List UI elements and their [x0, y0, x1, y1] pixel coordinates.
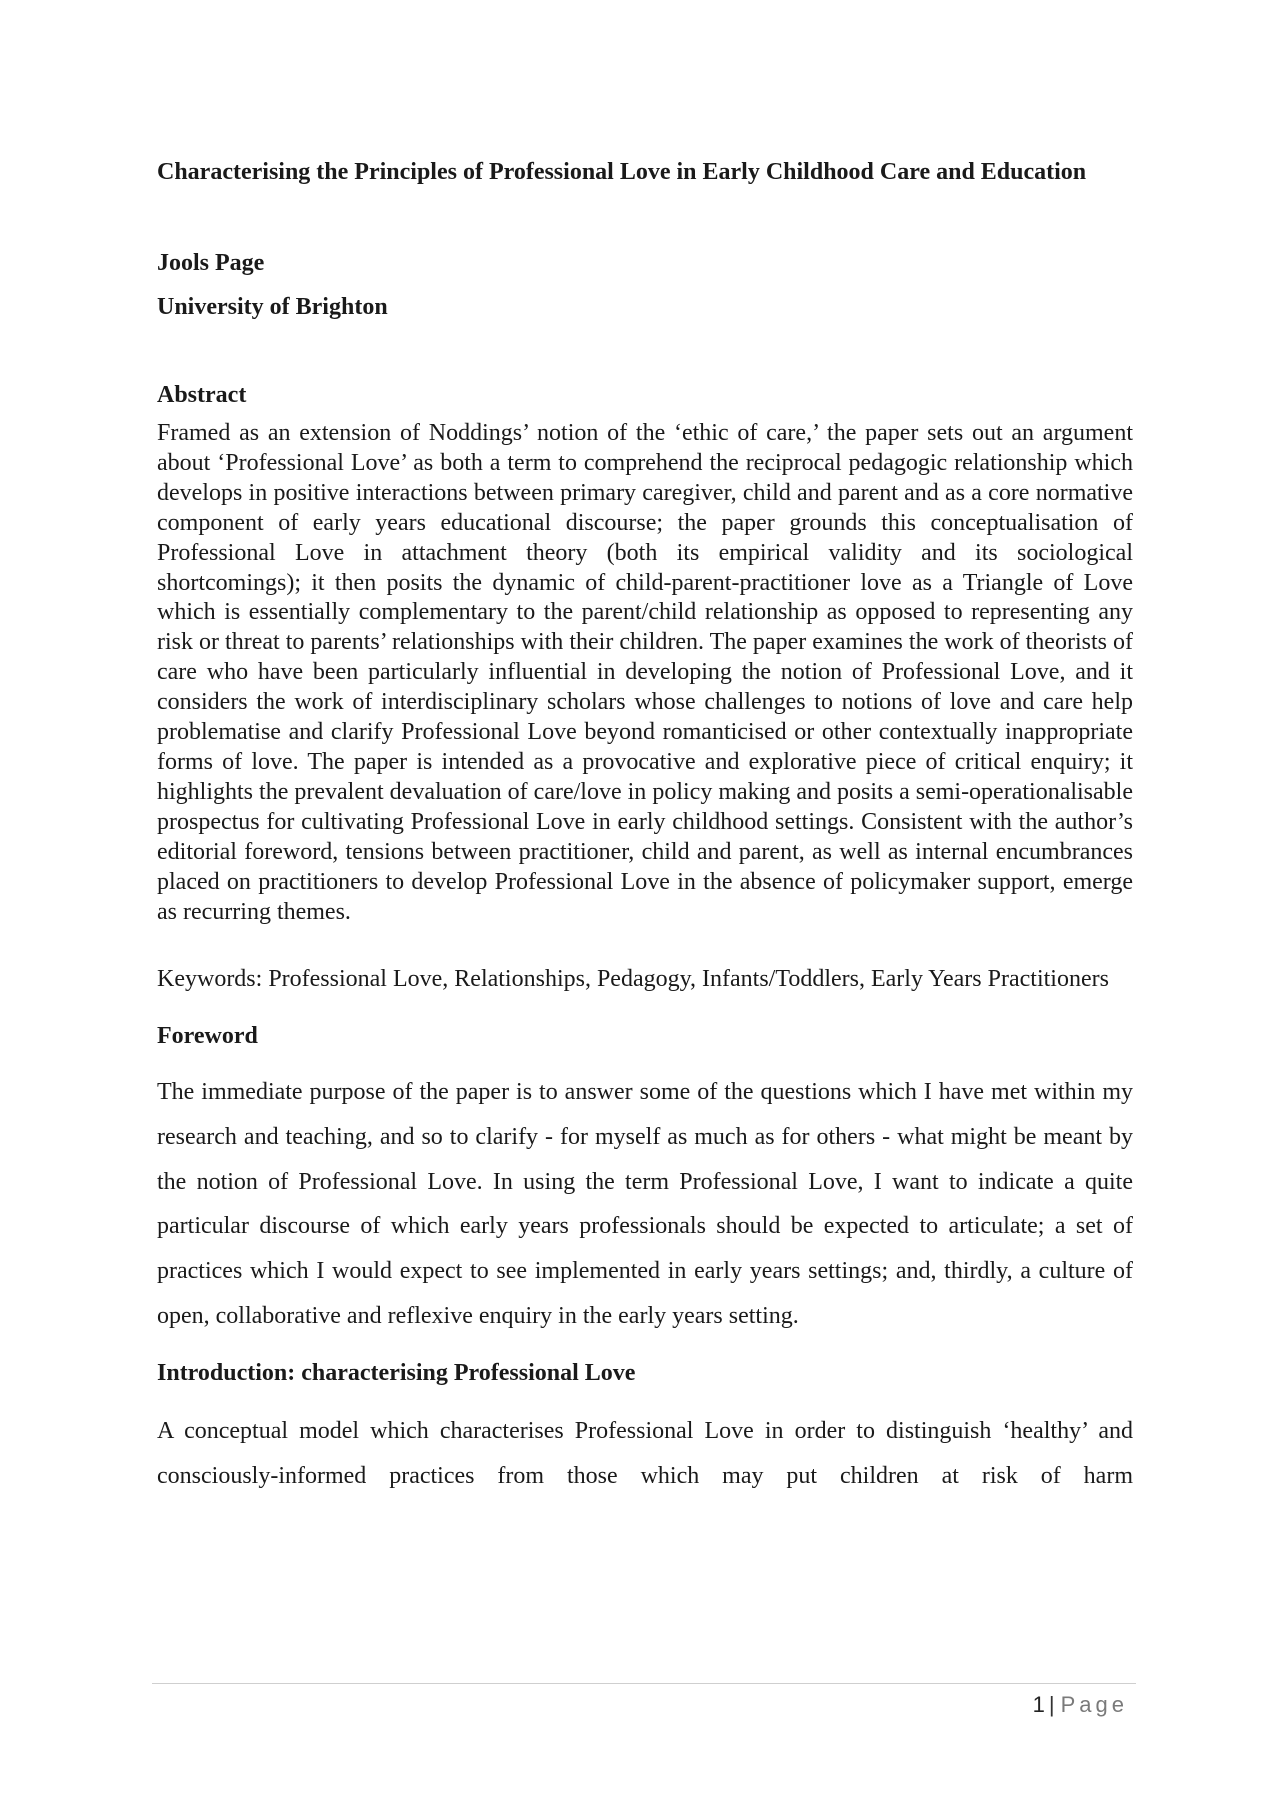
- footer-divider: [152, 1683, 1136, 1684]
- page-label: Page: [1060, 1692, 1128, 1717]
- abstract-text: Framed as an extension of Noddings’ notion of the ‘ethic of care,’ the paper sets out an argument about ‘Professional Love’ as both a term to comprehend the reciprocal pedagogic relationship which develops in positive interactions between primary caregiver, child and parent and as a core normative component of early years educational discourse; the paper grounds this conceptualisation of Professional Love in attachment theory (both its empirical validity and its sociological shortcomings); it then posits the dynamic of child-parent-practitioner love as a Triangle of Love which is essentially complementary to the parent/child relationship as opposed to representing any risk or threat to parents’ relationships with their children. The paper examines the work of theorists of care who have been particularly influential in developing the notion of Professional Love, and it considers the work of interdisciplinary scholars whose challenges to notions of love and care help problematise and clarify Professional Love beyond romanticised or other contextually inappropriate forms of love. The paper is intended as a provocative and explorative piece of critical enquiry; it highlights the prevalent devaluation of care/love in policy making and posits a semi-operationalisable prospectus for cultivating Professional Love in early childhood settings. Consistent with the author’s editorial foreword, tensions between practitioner, child and parent, as well as internal encumbrances placed on practitioners to develop Professional Love in the absence of policymaker support, emerge as recurring themes.: [157, 420, 1133, 925]
- author-name: Jools Page: [157, 250, 265, 276]
- introduction-text: A conceptual model which characterises Professional Love in order to distinguish ‘healthy’ and consciously-informed practices from those which may put children at risk of harm: [157, 1417, 1133, 1489]
- abstract-heading: Abstract: [157, 382, 247, 408]
- page-number: 1: [1032, 1692, 1045, 1717]
- foreword-text: The immediate purpose of the paper is to answer some of the questions which I have met within my research and teaching, and so to clarify - for myself as much as for others - what might be meant by the notion of Professional Love. In using the term Professional Love, I want to indicate a quite particular discourse of which early years professionals should be expected to articulate; a set of practices which I would expect to see implemented in early years settings; and, thirdly, a culture of open, collaborative and reflexive enquiry in the early years setting.: [157, 1078, 1133, 1329]
- page-footer: [1033, 1690, 1128, 1720]
- introduction-heading: Introduction: characterising Professional Love: [157, 1359, 636, 1386]
- keywords: Keywords: Professional Love, Relationships, Pedagogy, Infants/Toddlers, Early Years Practitioners: [157, 966, 1109, 993]
- paper-title: Characterising the Principles of Professional Love in Early Childhood Care and Education: [157, 159, 1087, 185]
- author-affiliation: University of Brighton: [157, 294, 388, 320]
- footer-separator: |: [1048, 1692, 1055, 1717]
- page-content: [157, 150, 1133, 1499]
- foreword-heading: Foreword: [157, 1022, 258, 1049]
